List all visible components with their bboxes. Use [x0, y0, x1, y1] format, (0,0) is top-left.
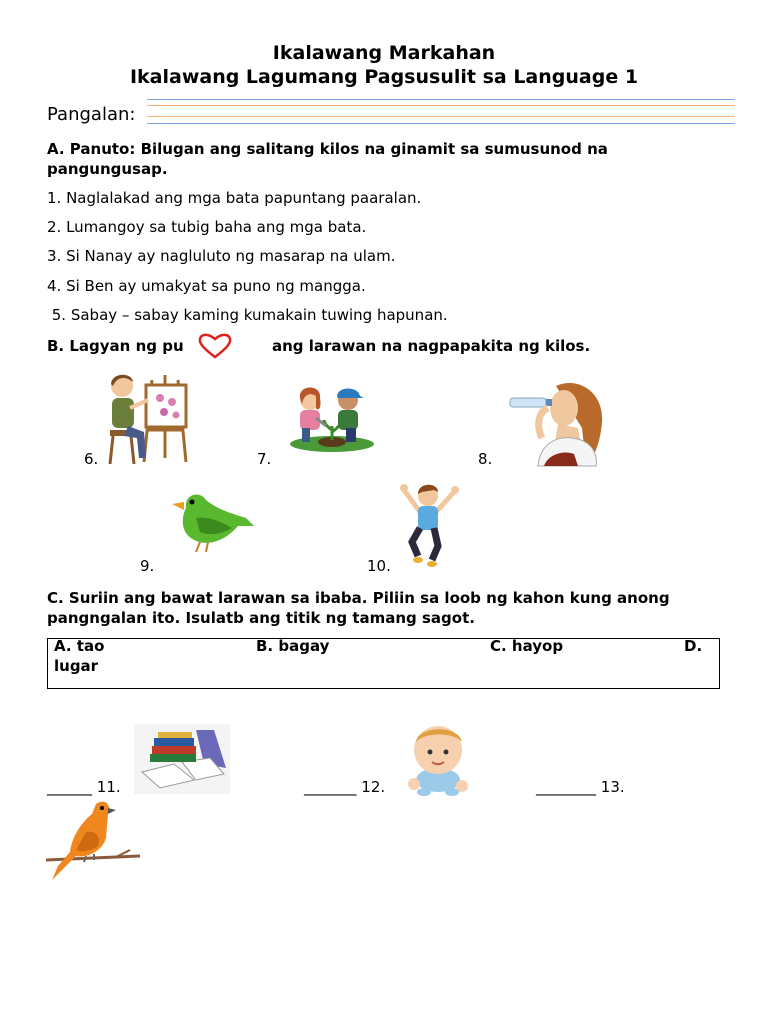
- choices-box: [47, 638, 720, 689]
- item-number-13: 13.: [600, 778, 625, 796]
- option-d: D.: [684, 637, 703, 655]
- books-image: [134, 724, 230, 794]
- children-planting-image: [288, 382, 374, 454]
- answer-blank-11[interactable]: ______: [47, 778, 92, 796]
- section-b-instruction-start: B. Lagyan ng pu: [47, 337, 184, 355]
- option-c: C. hayop: [490, 637, 564, 655]
- section-a-item-4: 4. Si Ben ay umakyat sa puno ng mangga.: [47, 277, 366, 295]
- page-subtitle: Ikalawang Lagumang Pagsusulit sa Language 1: [129, 66, 639, 88]
- section-a-instruction: A. Panuto: Bilugan ang salitang kilos na ginamit sa sumusunod na pangungusap.: [47, 140, 608, 178]
- section-c-instruction: C. Suriin ang bawat larawan sa ibaba. Piliin sa loob ng kahon kung anong pangngalan ito. Isulatb ang titik ng tamang sagot.: [47, 589, 670, 627]
- section-a-item-3: 3. Si Nanay ay nagluluto ng masarap na ulam.: [47, 247, 396, 265]
- item-number-6: 6.: [84, 450, 99, 468]
- page-title: Ikalawang Markahan: [272, 42, 496, 64]
- answer-11[interactable]: [47, 778, 121, 796]
- option-d-label: lugar: [54, 657, 99, 675]
- item-number-9: 9.: [140, 557, 155, 575]
- section-a-item-2: 2. Lumangoy sa tubig baha ang mga bata.: [47, 218, 367, 236]
- woman-drinking-image: [508, 378, 606, 466]
- section-a-item-1: 1. Naglalakad ang mga bata papuntang paaralan.: [47, 189, 422, 207]
- green-bird-image: [166, 488, 256, 560]
- heart-icon: [198, 333, 232, 359]
- option-a: A. tao: [54, 637, 105, 655]
- baby-image: [404, 720, 474, 796]
- item-number-8: 8.: [478, 450, 493, 468]
- name-label: Pangalan:: [47, 104, 136, 125]
- answer-12[interactable]: [304, 778, 385, 796]
- answer-blank-12[interactable]: _______: [304, 778, 357, 796]
- orange-bird-image: [46, 796, 142, 882]
- boy-painting-image: [104, 370, 190, 466]
- answer-blank-13[interactable]: ________: [536, 778, 596, 796]
- jumping-boy-image: [398, 478, 460, 570]
- item-number-12: 12.: [361, 778, 386, 796]
- item-number-10: 10.: [367, 557, 391, 575]
- item-number-7: 7.: [257, 450, 272, 468]
- answer-13[interactable]: [536, 778, 625, 796]
- item-number-11: 11.: [96, 778, 121, 796]
- section-b-instruction-end: ang larawan na nagpapakita ng kilos.: [272, 337, 591, 355]
- section-a-item-5: 5. Sabay – sabay kaming kumakain tuwing hapunan.: [47, 306, 448, 324]
- option-b: B. bagay: [256, 637, 330, 655]
